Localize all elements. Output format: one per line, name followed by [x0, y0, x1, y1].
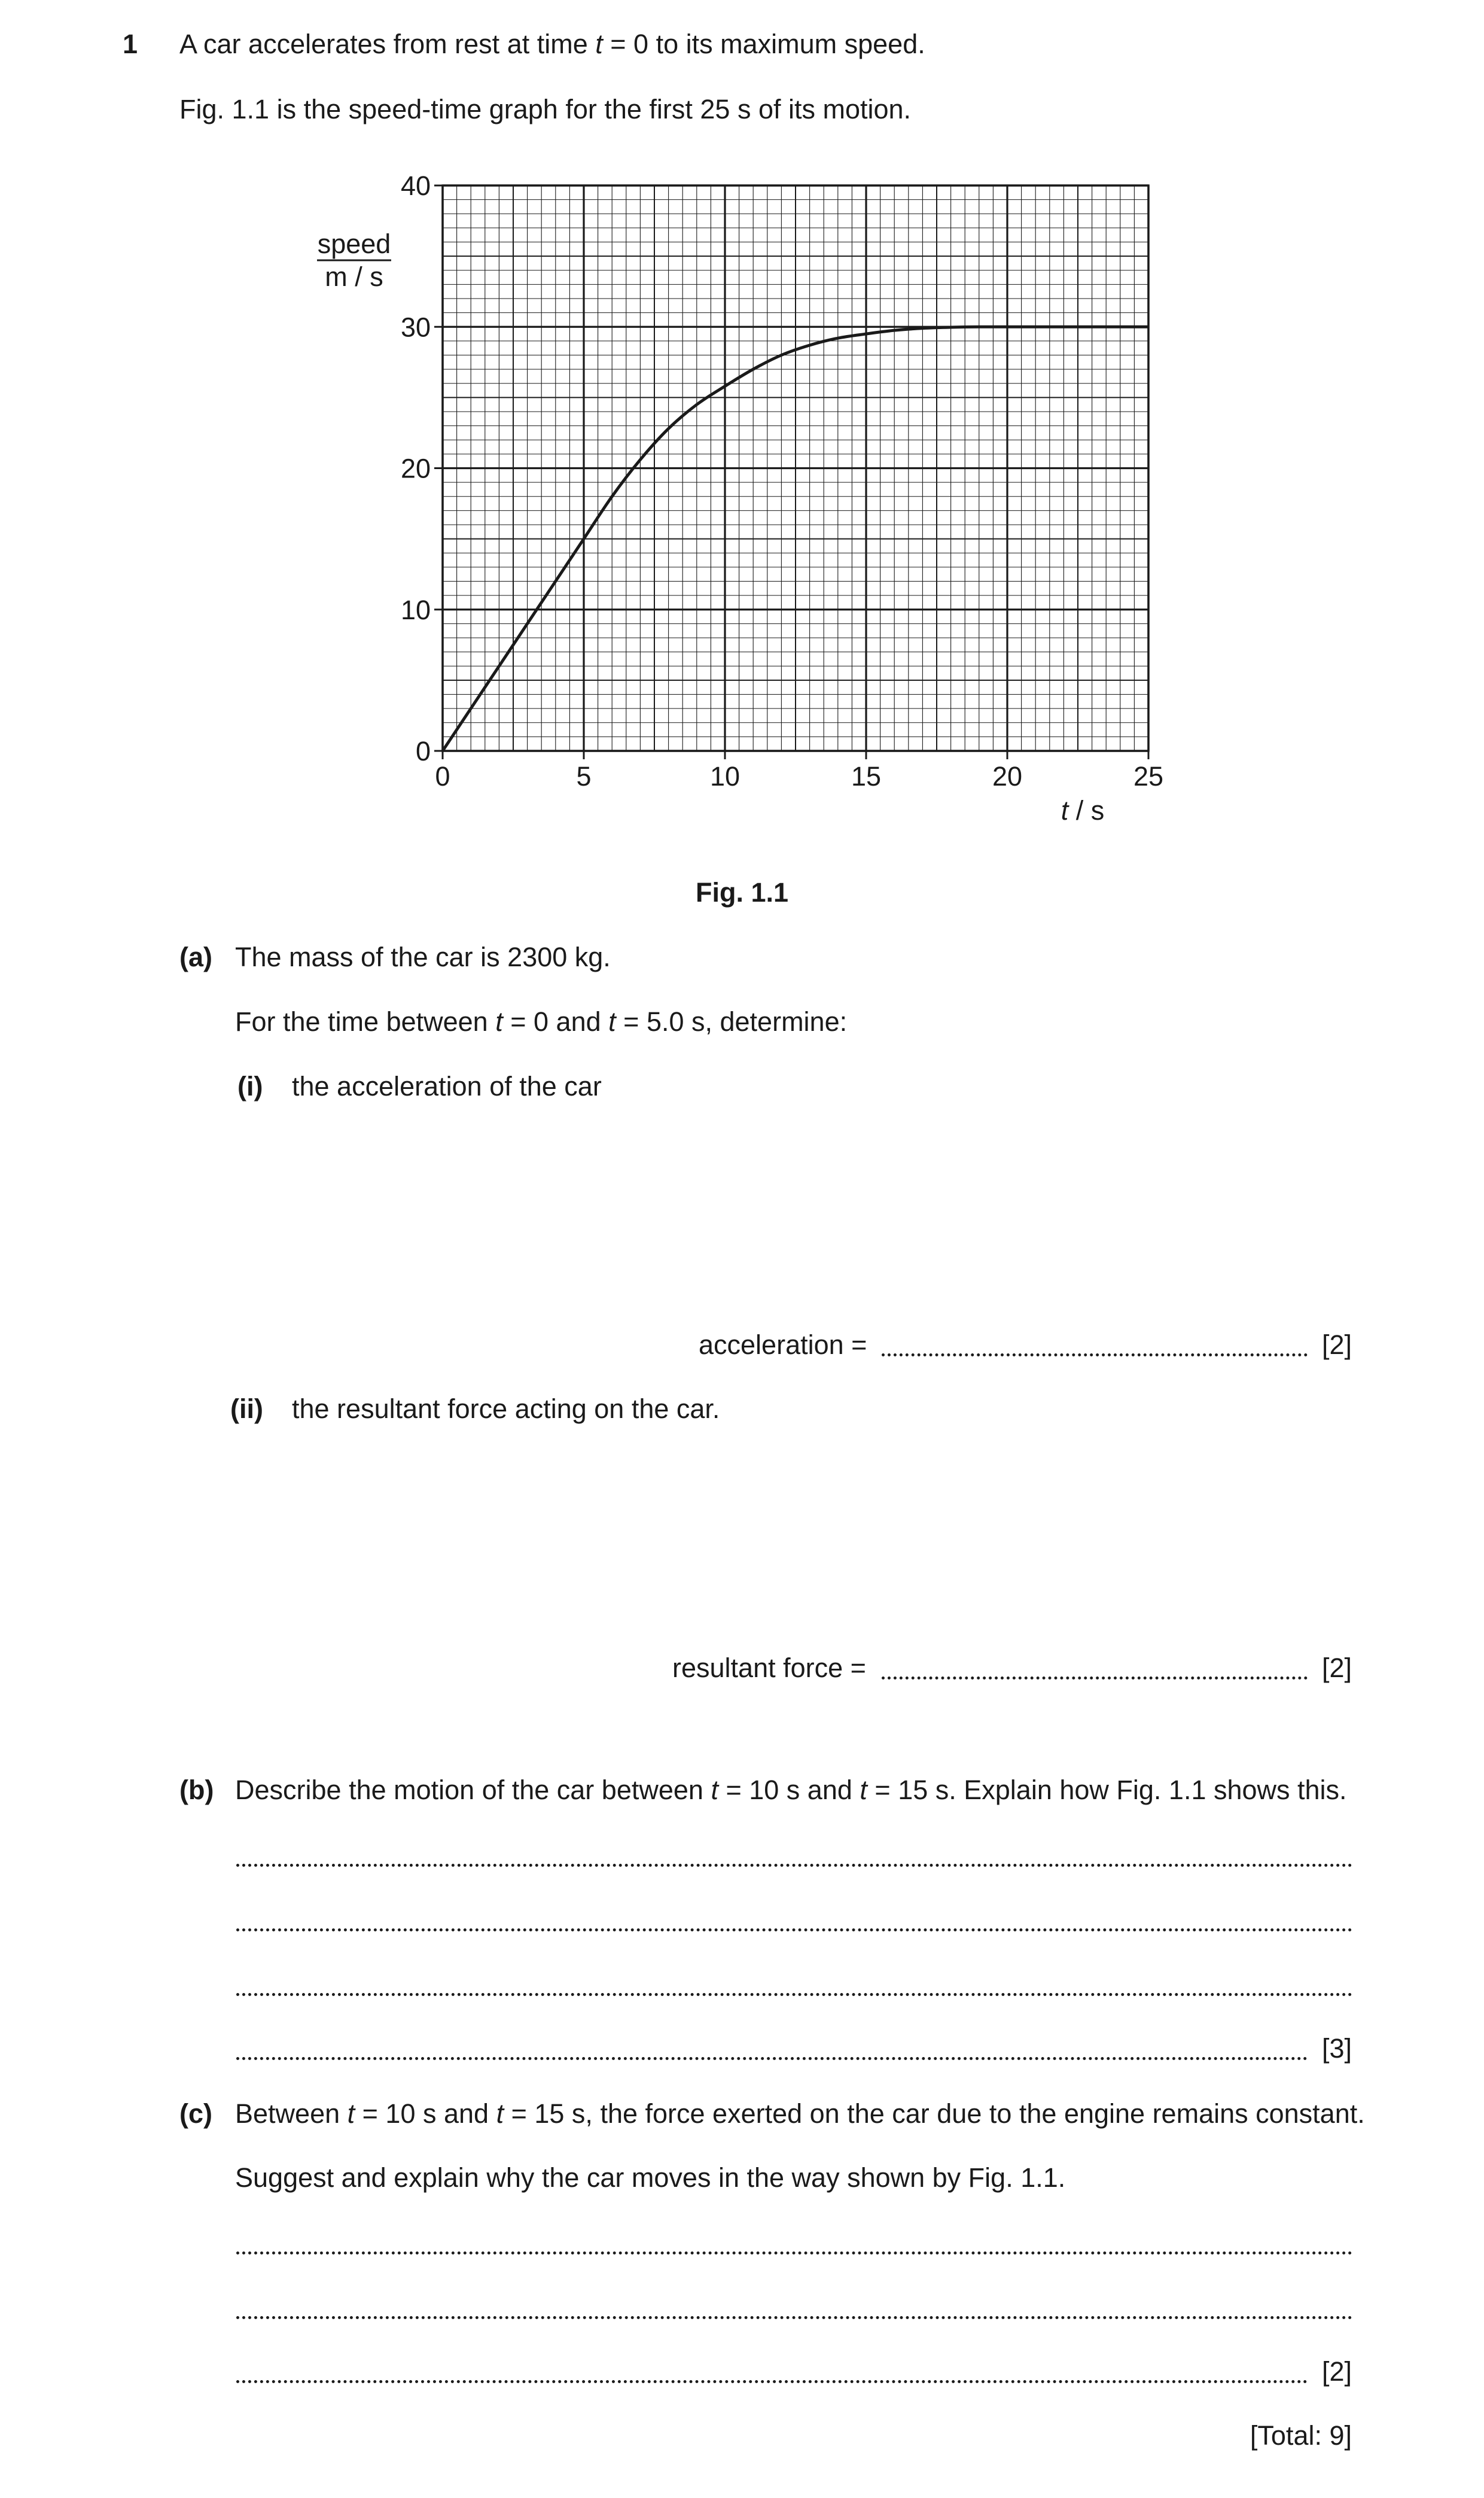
figure-caption: Fig. 1.1	[695, 877, 789, 908]
y-tick-label: 30	[400, 312, 431, 343]
question-number: 1	[123, 29, 138, 59]
x-tick-label: 0	[435, 761, 450, 792]
part-c-answer-line-1[interactable]	[236, 2251, 1352, 2254]
resultant-force-answer-label: resultant force =	[672, 1653, 866, 1683]
part-b-answer-line-1[interactable]	[236, 1864, 1352, 1867]
x-axis-label: t / s	[1061, 795, 1105, 826]
part-a-ii-text: the resultant force acting on the car.	[292, 1393, 720, 1424]
part-a-instruction: For the time between t = 0 and t = 5.0 s, determine:	[235, 1006, 848, 1037]
x-tick-label: 20	[992, 761, 1023, 792]
part-c-answer-line-2[interactable]	[236, 2316, 1352, 2319]
part-c-answer-line-3[interactable]	[236, 2380, 1308, 2383]
y-axis-label-unit: m / s	[325, 261, 383, 292]
question-intro-line1: A car accelerates from rest at time t = 0 to its maximum speed.	[179, 29, 925, 59]
part-a-ii-marks: [2]	[1322, 1653, 1352, 1683]
question-intro-line2: Fig. 1.1 is the speed-time graph for the first 25 s of its motion.	[179, 94, 912, 124]
y-tick-label: 40	[400, 171, 431, 201]
part-b-answer-line-4[interactable]	[236, 2057, 1308, 2060]
part-c-instruction: Suggest and explain why the car moves in the way shown by Fig. 1.1.	[235, 2162, 1066, 2193]
part-b-answer-line-2[interactable]	[236, 1928, 1352, 1931]
x-tick-label: 5	[576, 761, 592, 792]
x-tick-label: 25	[1133, 761, 1164, 792]
y-tick-label: 10	[400, 594, 431, 625]
part-b-question: Describe the motion of the car between t = 10 s and t = 15 s. Explain how Fig. 1.1 shows this.	[235, 1775, 1347, 1805]
y-tick-label: 0	[415, 736, 431, 766]
part-b-answer-line-3[interactable]	[236, 1993, 1352, 1996]
speed-time-chart	[299, 171, 1184, 847]
part-a-i-marks: [2]	[1322, 1329, 1352, 1360]
part-b-marks: [3]	[1322, 2033, 1352, 2064]
chart-grid	[443, 185, 1148, 751]
part-a-ii-label: (ii)	[230, 1393, 263, 1424]
chart-tick-labels	[401, 171, 1163, 792]
part-a-label: (a)	[179, 942, 212, 972]
x-tick-label: 15	[851, 761, 882, 792]
total-marks: [Total: 9]	[1250, 2420, 1352, 2451]
part-a-mass-text: The mass of the car is 2300 kg.	[235, 942, 611, 972]
part-c-question: Between t = 10 s and t = 15 s, the force exerted on the car due to the engine remains constant.	[235, 2098, 1365, 2129]
x-tick-label: 10	[709, 761, 741, 792]
part-c-label: (c)	[179, 2098, 212, 2129]
part-a-i-text: the acceleration of the car	[292, 1071, 602, 1102]
part-a-i-label: (i)	[237, 1071, 263, 1102]
part-b-label: (b)	[179, 1775, 214, 1805]
y-axis-label-speed: speed	[317, 229, 391, 259]
part-c-marks: [2]	[1322, 2356, 1352, 2387]
resultant-force-answer-line[interactable]	[882, 1677, 1308, 1679]
acceleration-answer-line[interactable]	[882, 1353, 1308, 1356]
y-tick-label: 20	[400, 453, 431, 484]
acceleration-answer-label: acceleration =	[699, 1329, 867, 1360]
